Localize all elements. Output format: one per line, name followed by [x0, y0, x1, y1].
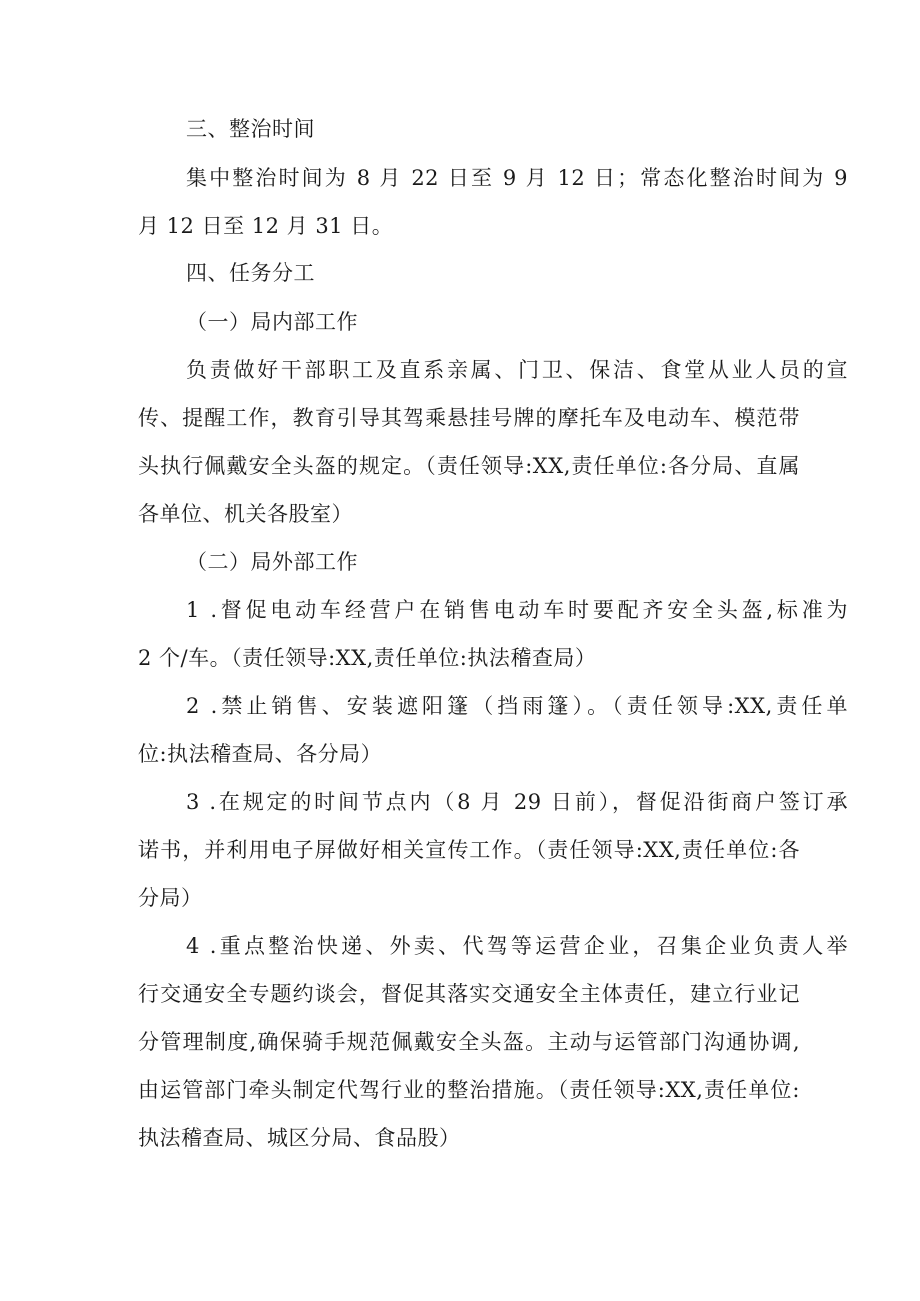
- item-4-text-line: 行交通安全专题约谈会，督促其落实交通安全主体责任，建立行业记: [138, 982, 800, 1006]
- part-1-heading: （一）局内部工作: [186, 310, 358, 334]
- part-1-text-line: 传、提醒工作，教育引导其驾乘悬挂号牌的摩托车及电动车、模范带: [138, 406, 800, 430]
- item-1-text-line: 2 个/车。（责任领导:XX,责任单位:执法稽查局）: [138, 646, 597, 670]
- section-3-text-line: 月 12 日至 12 月 31 日。: [138, 214, 394, 238]
- item-4-text-line: 4 .重点整治快递、外卖、代驾等运营企业，召集企业负责人举: [186, 934, 848, 958]
- item-1-text-line: 1 .督促电动车经营户在销售电动车时要配齐安全头盔,标准为: [186, 598, 848, 622]
- part-2-heading: （二）局外部工作: [186, 550, 358, 574]
- item-3-text-line: 3 .在规定的时间节点内（8 月 29 日前），督促沿街商户签订承: [186, 790, 848, 814]
- section-4-heading: 四、任务分工: [186, 261, 315, 285]
- part-1-text-line: 负责做好干部职工及直系亲属、门卫、保洁、食堂从业人员的宣: [186, 358, 848, 382]
- part-1-text-line: 头执行佩戴安全头盔的规定。（责任领导:XX,责任单位:各分局、直属: [138, 454, 800, 478]
- item-2-text-line: 2 .禁止销售、安装遮阳篷（挡雨篷）。（责任领导:XX,责任单: [186, 694, 848, 718]
- part-1-text-line: 各单位、机关各股室）: [138, 502, 353, 526]
- section-3-text-line: 集中整治时间为 8 月 22 日至 9 月 12 日；常态化整治时间为 9: [186, 166, 848, 190]
- item-2-text-line: 位:执法稽查局、各分局）: [138, 742, 383, 766]
- item-4-text-line: 执法稽查局、城区分局、食品股）: [138, 1126, 461, 1150]
- item-4-text-line: 分管理制度,确保骑手规范佩戴安全头盔。主动与运管部门沟通协调,: [138, 1030, 800, 1054]
- section-3-heading: 三、整治时间: [186, 117, 315, 141]
- item-4-text-line: 由运管部门牵头制定代驾行业的整治措施。（责任领导:XX,责任单位:: [138, 1078, 800, 1102]
- item-3-text-line: 诺书，并利用电子屏做好相关宣传工作。（责任领导:XX,责任单位:各: [138, 838, 800, 862]
- item-3-text-line: 分局）: [138, 886, 203, 910]
